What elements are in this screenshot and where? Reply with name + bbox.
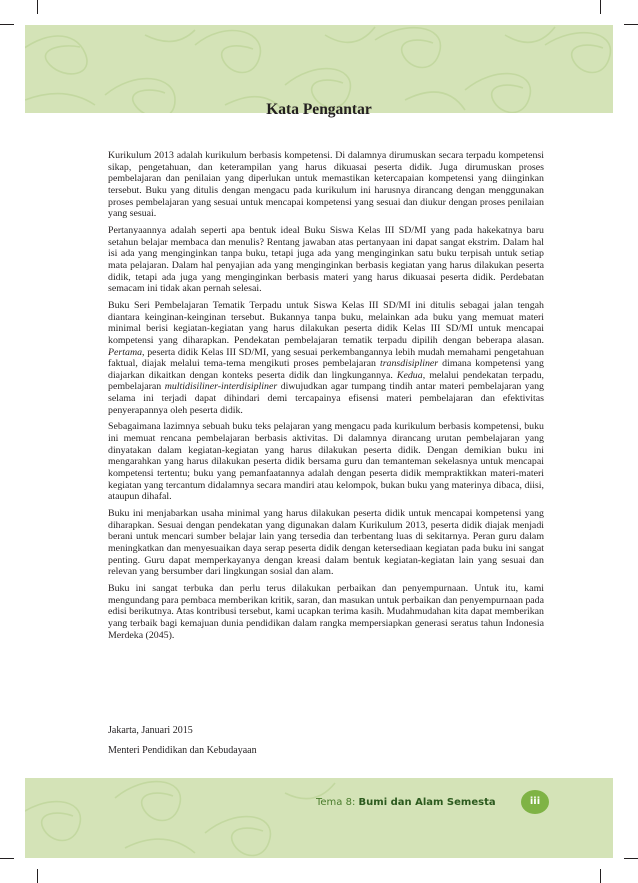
place-date: Jakarta, Januari 2015 xyxy=(108,725,193,736)
crop-mark xyxy=(37,0,38,14)
text-run: , peserta didik Kelas III SD/MI, yang sesuai perkembangannya lebih mudah memahami pengetahuan faktual, diajak melalui tema-tema mengikuti proses pembelajaran xyxy=(108,346,544,370)
emphasis: Pertama xyxy=(108,346,143,358)
crop-mark xyxy=(600,869,601,883)
text-run: diwujudkan agar tumpang tindih antar materi pembelajaran yang selama ini terjadi dapat dihindari demi tercapainya efisensi materi pembelajaran dan efektivitas penyerapannya oleh peserta didik. xyxy=(108,381,544,416)
paragraph: Buku ini menjabarkan usaha minimal yang harus dilakukan peserta didik untuk mencapai kompetensi yang diharapkan. Sesuai dengan pendekatan yang digunakan dalam Kurikulum 2013, peserta didik diajak menjadi berani untuk mencari sumber belajar lain yang tersedia dan terbentang luas di sekitarnya. Peran guru dalam meningkatkan dan menyesuaikan daya serap peserta didik dengan ketersediaan kegiatan pada buku ini sangat penting. Guru dapat memperkayanya dengan kreasi dalam bentuk kegiatan-kegiatan lain yang sesuai dan relevan yang bersumber dari lingkungan sosial dan alam. xyxy=(108,508,544,578)
text-run: Buku Seri Pembelajaran Tematik Terpadu untuk Siswa Kelas III SD/MI ini ditulis sebagai jalan tengah diantara keinginan-keinginan tersebut. Bukannya tanpa buku, melainkan ada buku yang memuat materi minimal berisi kegiatan-kegiatan yang harus dilakukan peserta didik Kelas III SD/MI untuk mencapai kompetensi yang diharapkan. Pendekatan pembelajaran tematik terpadu dipilih dengan beberapa alasan. xyxy=(108,299,544,346)
theme-prefix: Tema 8: xyxy=(316,797,359,808)
text-run: , melalui pendekatan terpadu, pembelajaran xyxy=(108,369,544,393)
swirl-pattern xyxy=(25,25,613,113)
theme-title: Bumi dan Alam Semesta xyxy=(358,797,496,808)
swirl-pattern-footer xyxy=(25,778,613,858)
text-run: dimana kompetensi yang diajarkan dikaitkan dengan konteks peserta didik dan lingkungannya. xyxy=(108,358,544,381)
crop-mark xyxy=(0,24,14,25)
crop-mark xyxy=(624,24,638,25)
paragraph: Pertanyaannya adalah seperti apa bentuk ideal Buku Siswa Kelas III SD/MI yang pada hakekatnya baru setahun belajar membaca dan menulis? Rentang jawaban atas pertanyaan ini dapat sangat ekstrim. Dalam hal isi ada yang menginginkan tanpa buku, tetapi juga ada yang menginginkan satu buku terpisah untuk setiap mata pelajaran. Dalam hal penyajian ada yang menginginkan berbasis kegiatan yang harus dilakukan peserta didik, tetapi ada juga yang menginginkan berbasis materi yang harus dikuasai peserta didik. Perdebatan semacam ini tidak akan pernah selesai. xyxy=(108,224,544,295)
crop-mark xyxy=(0,858,14,859)
emphasis: Kedua xyxy=(396,369,423,381)
page-title: Kata Pengantar xyxy=(266,101,372,118)
crop-mark xyxy=(600,0,601,14)
paragraph xyxy=(108,300,544,417)
emphasis: multidisiliner-interdisipliner xyxy=(164,381,278,393)
footer-decorative-band xyxy=(25,778,613,858)
footer-theme xyxy=(316,797,496,808)
signatory: Menteri Pendidikan dan Kebudayaan xyxy=(108,745,257,756)
page-number-badge: iii xyxy=(521,790,549,814)
foreword-body xyxy=(108,150,544,646)
crop-mark xyxy=(37,869,38,883)
paragraph: Buku ini sangat terbuka dan perlu terus dilakukan perbaikan dan penyempurnaan. Untuk itu, kami mengundang para pembaca memberikan kritik, saran, dan masukan untuk perbaikan dan penyempurnaan pada edisi berikutnya. Atas kontribusi tersebut, kami ucapkan terima kasih. Mudahmudahan kita dapat memberikan yang terbaik bagi kemajuan dunia pendidikan dalam rangka mempersiapkan generasi seratus tahun Indonesia Merdeka (2045). xyxy=(108,582,544,641)
paragraph: Kurikulum 2013 adalah kurikulum berbasis kompetensi. Di dalamnya dirumuskan secara terpadu kompetensi sikap, pengetahuan, dan keterampilan yang harus dikuasai peserta didik. Juga dirumuskan proses pembelajaran dan penilaian yang diperlukan untuk memastikan ketercapaian kompetensi yang diinginkan tersebut. Buku yang ditulis dengan mengacu pada kurikulum ini harusnya dirancang dengan menggunakan proses pembelajaran yang sesuai untuk mencapai kompetensi yang sesuai dan diukur dengan proses penilaian yang sesuai. xyxy=(108,150,544,220)
header-decorative-band xyxy=(25,25,613,113)
paragraph: Sebagaimana lazimnya sebuah buku teks pelajaran yang mengacu pada kurikulum berbasis kompetensi, buku ini memuat rencana pembelajaran berbasis aktivitas. Di dalamnya dirancang urutan pembelajaran yang dinyatakan dalam kegiatan-kegiatan yang harus dilakukan peserta didik. Dengan demikian buku ini mengarahkan yang harus dilakukan peserta didik bersama guru dan temanteman sekelasnya untuk mencapai kompetensi tertentu; buku yang pemanfaatannya adalah dengan peserta didik mempraktikkan materi-materi kegiatan yang tercantum didalamnya secara mandiri atau kelompok, bukan buku yang materinya dibaca, diisi, ataupun dihafal. xyxy=(108,421,544,503)
emphasis: transdisipliner xyxy=(379,358,439,370)
crop-mark xyxy=(624,858,638,859)
